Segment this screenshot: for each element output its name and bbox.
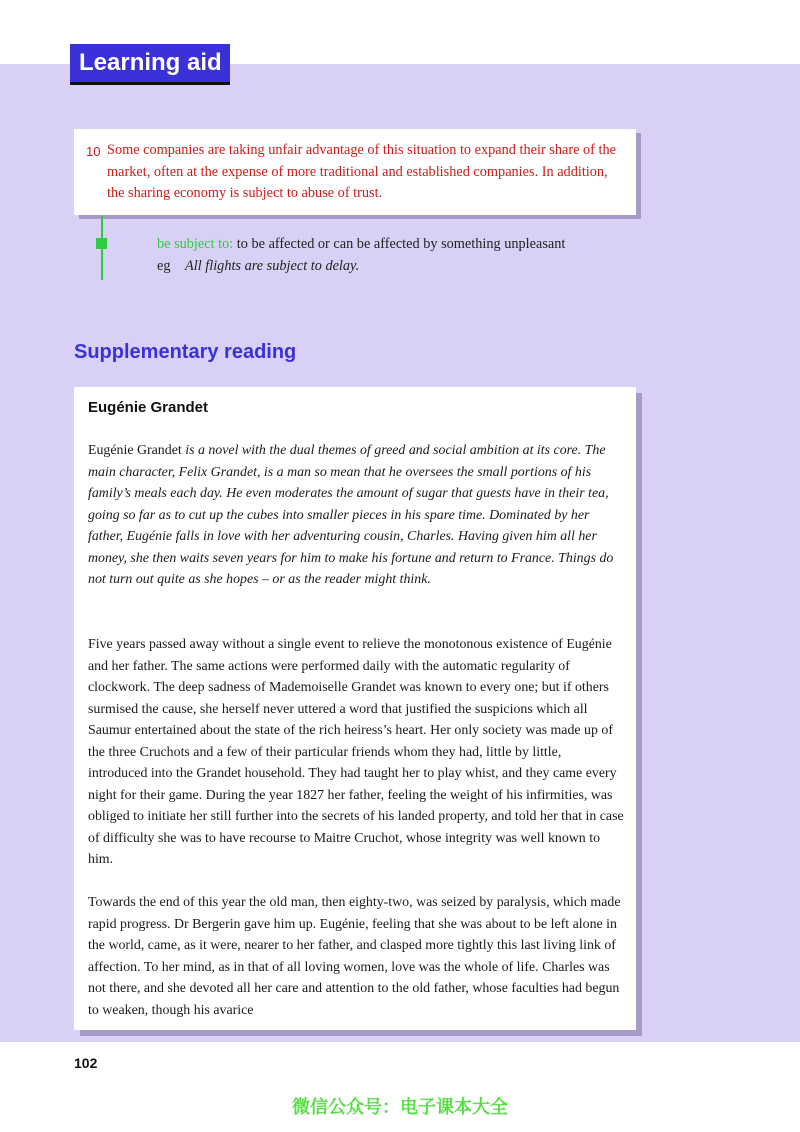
example-number: 10 [86, 144, 101, 159]
example-sentence-box [74, 129, 636, 215]
reading-title: Eugénie Grandet [88, 399, 209, 416]
reading-paragraph-2 [88, 634, 624, 871]
vocab-term: be subject to: [157, 236, 234, 252]
vocab-example-line [157, 255, 627, 277]
section-title: Supplementary reading [74, 341, 297, 363]
intro-book-title: Eugénie Grandet [88, 443, 182, 458]
reading-paragraph-3 [88, 892, 624, 1021]
vocab-note [157, 233, 627, 277]
wechat-watermark-text: 微信公众号：电子课本大全 [292, 1097, 508, 1118]
intro-text: is a novel with the dual themes of greed and social ambition at its core. The main character, Felix Grandet, is a man so mean that he oversees the small portions of his family’s meals each day. He even moderates the amount of sugar that guests have in their tea, going so far as to cut up the cubes into smaller pieces in his spare time. Dominated by her father, Eugénie falls in love with her adventuring cousin, Charles. Having given him all her money, she then waits seven years for him to make his fortune and return to France. Things do not turn out quite as she hopes – or as the reader might think. [88, 443, 614, 587]
page-number: 102 [74, 1055, 98, 1071]
vocab-definition-line [157, 233, 627, 255]
example-text: Some companies are taking unfair advantage of this situation to expand their share of the market, often at the expense of more traditional and established companies. In addition, the sharing economy is subject to abuse of trust. [107, 142, 616, 201]
paragraph-2-text: Five years passed away without a single event to relieve the monotonous existence of Eugénie and her father. The same actions were performed daily with the automatic regularity of clockwork. The deep sadness of Mademoiselle Grandet was known to every one; but if others surmised the cause, she herself never uttered a word that justified the suspicions which all Saumur entertained about the state of the rich heiress’s heart. Her only society was made up of the three Cruchots and a few of their particular friends whom they had, little by little, introduced into the Grandet household. They had taught her to play whist, and they came every night for their game. During the year 1827 her father, feeling the weight of his infirmities, was obliged to initiate her still further into the secrets of his landed property, and told her that in case of difficulty she was to have recourse to Maitre Cruchot, whose integrity was well known to him. [88, 637, 624, 867]
reading-box [74, 387, 636, 1030]
vocab-eg-label: eg [157, 258, 171, 274]
learning-aid-tag: Learning aid [70, 44, 230, 82]
paragraph-3-text: Towards the end of this year the old man, then eighty-two, was seized by paralysis, which made rapid progress. Dr Bergerin gave him up. Eugénie, feeling that she was about to be left alone in the world, came, as it were, nearer to her father, and clasped more tightly this last living link of affection. To her mind, as in that of all loving women, love was the whole of life. Charles was not there, and she devoted all her care and attention to the old father, whose faculties had begun to weaken, though his avarice [88, 895, 621, 1018]
vocab-eg-text: All flights are subject to delay. [185, 258, 360, 274]
reading-intro-paragraph [88, 440, 624, 591]
vocab-marker-square [96, 238, 107, 249]
vocab-definition: to be affected or can be affected by something unpleasant [233, 236, 566, 252]
